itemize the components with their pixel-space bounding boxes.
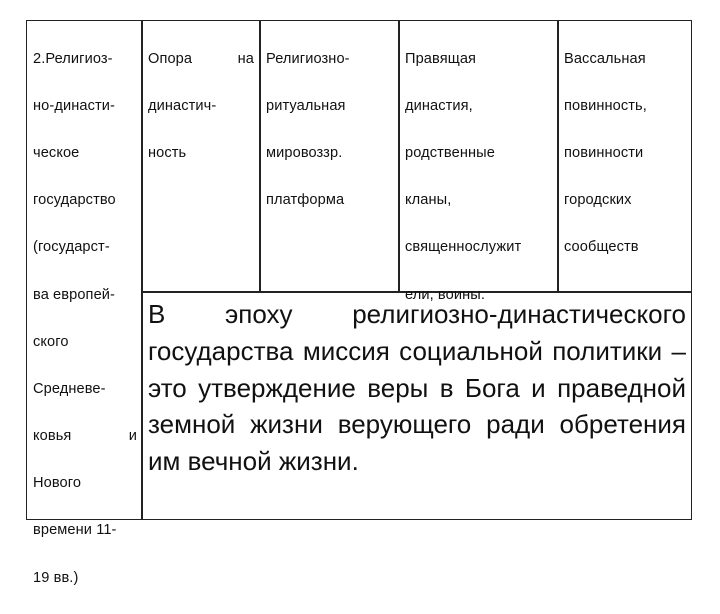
cell-support [148, 24, 254, 189]
cell-word: ковья [33, 428, 72, 445]
cell-state-type [33, 24, 137, 614]
cell-line: времени 11- [33, 522, 117, 539]
cell-line: Средневе- [33, 380, 106, 397]
cell-line: родственные [405, 144, 495, 161]
cell-worldview [266, 24, 394, 236]
cell-line: (государст- [33, 239, 110, 256]
cell-line: государство [33, 192, 116, 209]
cell-line: повинность, [564, 97, 647, 114]
cell-line: Религиозно- [266, 50, 350, 67]
cell-line [33, 425, 137, 449]
cell-word: и [128, 428, 137, 445]
cell-subjects [405, 24, 555, 331]
cell-line: мировоззр. [266, 144, 343, 161]
cell-line: но-династи- [33, 97, 115, 114]
cell-line: ва европей- [33, 286, 115, 303]
cell-line: платформа [266, 192, 345, 209]
cell-line: городских [564, 192, 632, 209]
cell-line: ели, воины. [405, 286, 485, 303]
cell-line: Правящая [405, 50, 477, 67]
cell-line: ческое [33, 144, 80, 161]
cell-obligations [564, 24, 688, 284]
cell-line: Опора на [148, 50, 254, 67]
cell-line: Вассальная [564, 50, 646, 67]
cell-line: повинности [564, 144, 644, 161]
cell-line: ритуальная [266, 97, 346, 114]
column-divider [259, 20, 261, 292]
column-divider [398, 20, 400, 292]
column-divider [557, 20, 559, 292]
social-policy-mission-text: В эпоху религиозно-династического государства миссия социальной политики – это утверждение веры в Бога и праведной земной жизни верующего ради обретения им вечной жизни. [148, 299, 686, 477]
cell-line: ского [33, 333, 69, 350]
column-divider [141, 20, 143, 520]
cell-line: династич- [148, 97, 217, 114]
cell-line: кланы, [405, 192, 452, 209]
cell-line: священнослужит [405, 239, 522, 256]
cell-line: сообществ [564, 239, 639, 256]
cell-line: 2.Религиоз- [33, 50, 113, 67]
cell-line: 19 вв.) [33, 569, 79, 586]
cell-line: династия, [405, 97, 473, 114]
cell-line: ность [148, 144, 187, 161]
cell-line: Нового [33, 475, 82, 492]
